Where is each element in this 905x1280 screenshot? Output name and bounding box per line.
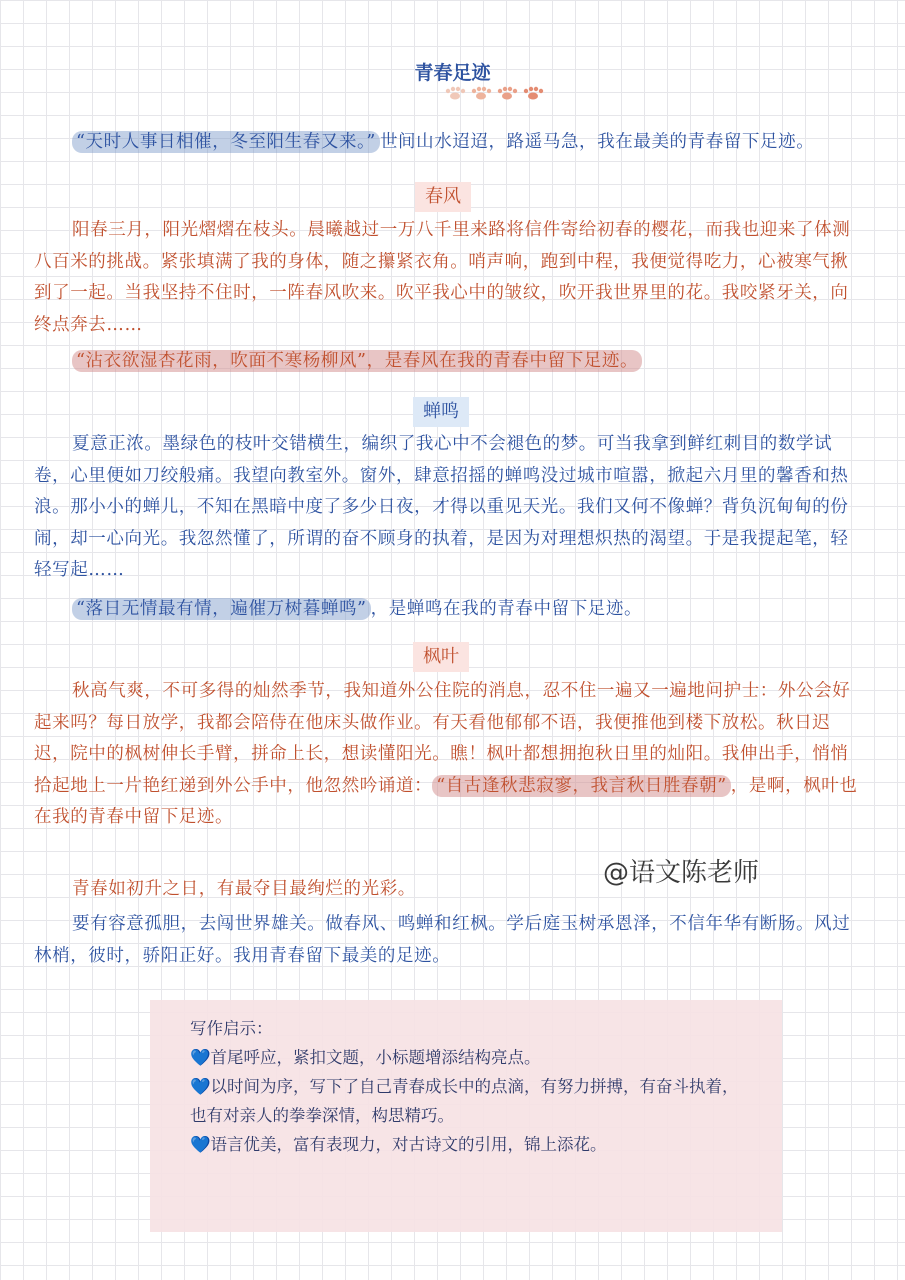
quote-highlight: “落日无情最有情，遍催万树暮蝉鸣” bbox=[72, 598, 371, 620]
section-body-chunfeng: 阳春三月，阳光熠熠在枝头。晨曦越过一万八千里来路将信件寄给初春的樱花，而我也迎来了体测八百米的挑战。紧张填满了我的身体，随之攥紧衣角。哨声响，跑到中程，我便觉得吃力，心被寒气揪到了一起。当我坚持不住时，一阵春风吹来。吹平我心中的皱纹，吹开我世界里的花。我咬紧牙关，向终点奔去…… bbox=[34, 220, 851, 335]
body-text: 秋高气爽，不可多得的灿然季节，我知道外公住院的消息，忍不住一遍又一遍地问护士：外公会好起来吗？每日放学，我都会陪侍在他床头做作业。有天看他郁郁不语，我便推他到楼下放松。秋日迟迟，院中的枫树伸长手臂，拼命上长，想读懂阳光。瞧！枫叶都想拥抱秋日里的灿阳。我伸出手，悄悄拾起地上一片艳红递到外公手中，他忽然吟诵道： bbox=[34, 681, 851, 796]
watermark: @语文陈老师 bbox=[603, 858, 760, 888]
heart-icon: 💙 bbox=[190, 1048, 211, 1067]
paw-icon bbox=[496, 86, 518, 100]
tip-item: 💙以时间为序，写下了自己青春成长中的点滴，有努力拼搏，有奋斗执着，也有对亲人的拳拳深情，构思精巧。 bbox=[190, 1077, 739, 1125]
heart-icon: 💙 bbox=[190, 1077, 211, 1096]
paw-decoration bbox=[444, 86, 544, 100]
paw-icon bbox=[444, 86, 466, 100]
section-title-chunfeng: 春风 bbox=[415, 182, 471, 212]
body-text: ，是啊，枫叶也在我的青春中留下足迹。 bbox=[34, 775, 858, 827]
tips-heading: 写作启示： bbox=[190, 1019, 273, 1038]
section-quote-chanming bbox=[34, 594, 860, 626]
intro-quote: “天时人事日相催，冬至阳生春又来。” bbox=[72, 131, 380, 153]
section-body-fengye bbox=[34, 676, 860, 834]
tip-item: 💙首尾呼应，紧扣文题，小标题增添结构亮点。 bbox=[190, 1048, 541, 1067]
closing-line-2: 要有容意孤胆，去闯世界雄关。做春风、鸣蝉和红枫。学后庭玉树承恩泽，不信年华有断肠。风过林梢，彼时，骄阳正好。我用青春留下最美的足迹。 bbox=[34, 914, 851, 966]
heart-icon: 💙 bbox=[190, 1135, 211, 1154]
quote-highlight: “沾衣欲湿杏花雨，吹面不寒杨柳风”，是春风在我的青春中留下足迹。 bbox=[72, 350, 642, 372]
section-quote-chunfeng bbox=[34, 346, 860, 378]
tip-item: 💙语言优美，富有表现力，对古诗文的引用，锦上添花。 bbox=[190, 1135, 607, 1154]
paw-icon bbox=[470, 86, 492, 100]
section-title-chanming: 蝉鸣 bbox=[413, 397, 469, 427]
section-body-chanming: 夏意正浓。墨绿色的枝叶交错横生，编织了我心中不会褪色的梦。可当我拿到鲜红刺目的数学试卷，心里便如刀绞般痛。我望向教室外。窗外，肆意招摇的蝉鸣没过城市喧嚣，掀起六月里的馨香和热浪。那小小的蝉儿，不知在黑暗中度了多少日夜，才得以重见天光。我们又何不像蝉？背负沉甸甸的份闹，却一心向光。我忽然懂了，所谓的奋不顾身的执着，是因为对理想炽热的渴望。于是我提起笔，轻轻写起…… bbox=[34, 434, 849, 580]
closing-line-1: 青春如初升之日，有最夺目最绚烂的光彩。 bbox=[72, 879, 416, 899]
quote-highlight: “自古逢秋悲寂寥，我言秋日胜春朝” bbox=[432, 775, 731, 797]
page-title: 青春足迹 bbox=[414, 62, 491, 84]
section-title-fengye: 枫叶 bbox=[413, 642, 469, 672]
intro-paragraph bbox=[34, 127, 860, 159]
intro-text: 世间山水迢迢，路遥马急，我在最美的青春留下足迹。 bbox=[379, 132, 815, 152]
quote-rest: ，是蝉鸣在我的青春中留下足迹。 bbox=[370, 599, 643, 619]
writing-tips-box bbox=[150, 1000, 782, 1232]
writing-tips bbox=[190, 1014, 750, 1159]
paw-icon bbox=[522, 86, 544, 100]
